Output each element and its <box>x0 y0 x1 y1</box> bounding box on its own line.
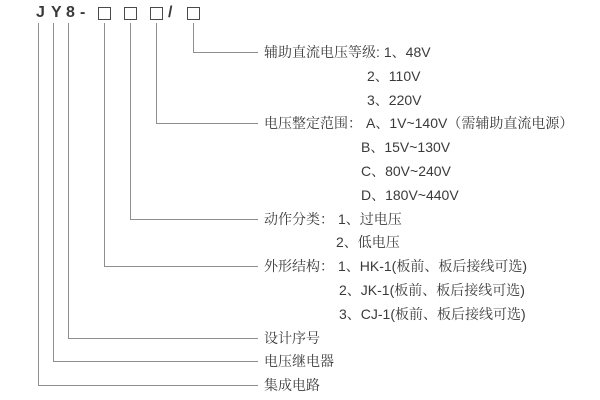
group-label-design-serial: 设计序号 <box>264 330 320 346</box>
spec-row-voltage-relay <box>264 352 334 370</box>
spec-row-setting-range-3 <box>361 162 451 180</box>
group-item: 3、220V <box>367 92 422 108</box>
connector-letter-y-to-voltage-relay <box>54 23 259 362</box>
connector-digit-8-to-design-serial <box>69 23 259 339</box>
model-placeholder-box-4 <box>187 7 200 20</box>
spec-row-housing <box>264 257 527 275</box>
group-item: 2、低电压 <box>336 234 400 250</box>
group-item: 1、过电压 <box>338 211 402 227</box>
model-letter-j: J <box>36 4 45 21</box>
connector-box1-to-housing <box>105 23 259 267</box>
model-separator-slash: / <box>168 4 173 21</box>
group-item: D、180V~440V <box>361 187 459 203</box>
spec-row-action-class-2 <box>336 233 400 251</box>
group-label-aux-voltage: 辅助直流电压等级: <box>264 44 380 60</box>
group-item: 1、48V <box>383 44 431 60</box>
group-item: 1、HK-1(板前、板后接线可选) <box>338 258 528 274</box>
spec-row-housing-2 <box>339 281 525 299</box>
spec-row-setting-range-2 <box>361 138 450 156</box>
group-item: 2、JK-1(板前、板后接线可选) <box>339 282 525 298</box>
spec-row-aux-voltage-3 <box>367 91 421 109</box>
group-label-integrated-circuit: 集成电路 <box>264 377 320 393</box>
model-dash: - <box>80 4 86 21</box>
spec-row-integrated-circuit <box>264 376 320 394</box>
model-placeholder-box-3 <box>150 7 163 20</box>
spec-row-action-class <box>264 210 402 228</box>
spec-row-setting-range <box>264 114 573 132</box>
connector-letter-j-to-ic <box>39 23 259 386</box>
spec-row-aux-voltage <box>264 43 431 61</box>
group-item: 3、CJ-1(板前、板后接线可选) <box>339 306 526 322</box>
connector-box4-to-aux-voltage <box>194 23 259 53</box>
group-item: A、1V~140V（需辅助直流电源） <box>366 115 574 131</box>
model-placeholder-box-1 <box>98 7 111 20</box>
spec-row-design-serial <box>264 329 320 347</box>
model-digit-8: 8 <box>66 4 75 21</box>
group-label-setting-range: 电压整定范围： <box>264 115 362 131</box>
group-item: 2、110V <box>367 68 421 84</box>
group-label-voltage-relay: 电压继电器 <box>264 353 334 369</box>
group-item: B、15V~130V <box>361 139 451 155</box>
group-label-action-class: 动作分类： <box>264 211 334 227</box>
spec-row-housing-3 <box>339 305 526 323</box>
group-item: C、80V~240V <box>361 163 451 179</box>
model-letter-y: Y <box>51 4 62 21</box>
connector-box3-to-setting-range <box>157 23 259 124</box>
model-placeholder-box-2 <box>124 7 137 20</box>
spec-row-setting-range-4 <box>361 186 459 204</box>
spec-row-aux-voltage-2 <box>367 67 420 85</box>
group-label-housing: 外形结构： <box>264 258 334 274</box>
